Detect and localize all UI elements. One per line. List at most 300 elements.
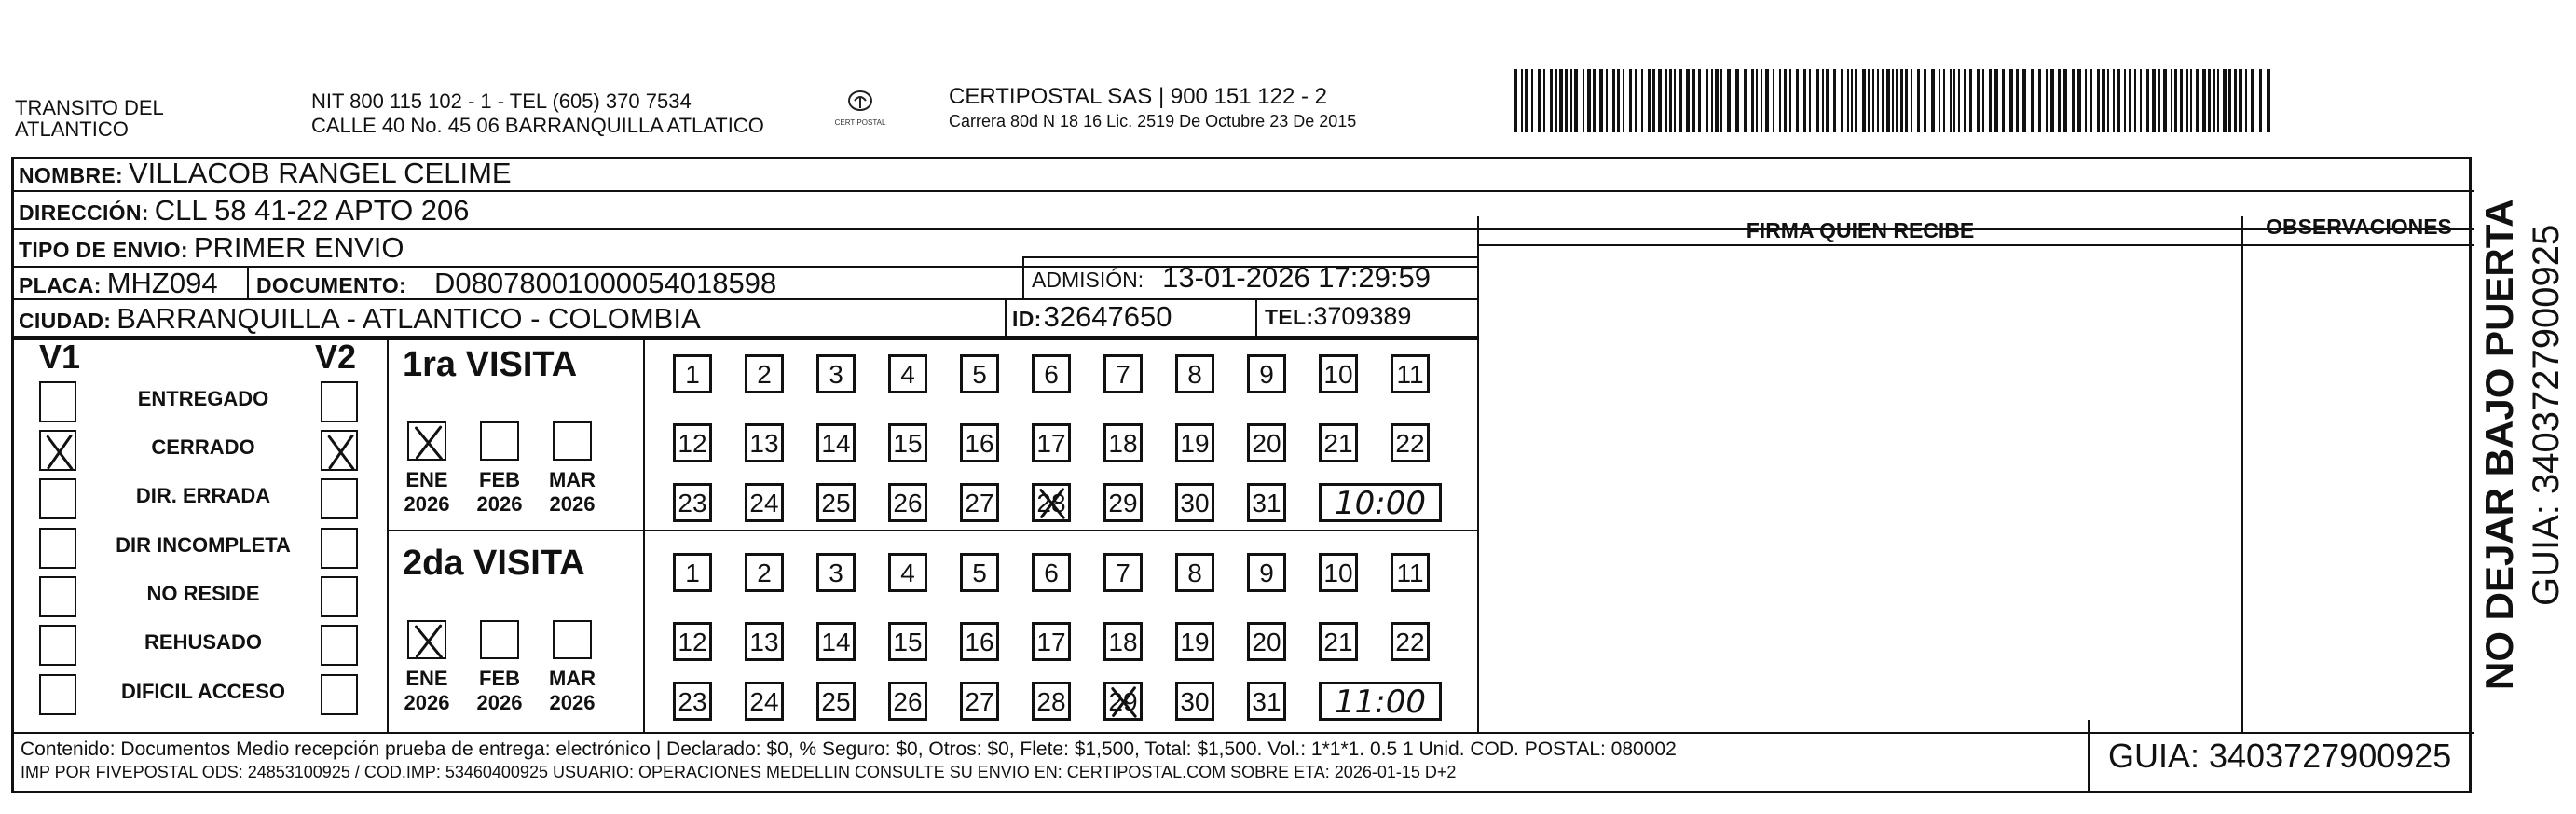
barcode-bar — [2058, 69, 2061, 132]
observaciones-header: OBSERVACIONES — [2266, 214, 2452, 239]
barcode-bar — [1765, 69, 1769, 132]
day-box[interactable]: 11 — [1391, 553, 1430, 592]
divider — [2088, 720, 2090, 793]
barcode-bar — [1789, 69, 1791, 132]
tipo-envio-value: PRIMER ENVIO — [193, 231, 404, 264]
barcode-bar — [2259, 69, 2262, 132]
barcode-bar — [1982, 69, 1984, 132]
barcode — [1514, 69, 2274, 132]
day-box[interactable]: 7 — [1103, 354, 1143, 393]
barcode-bar — [1761, 69, 1762, 132]
barcode-bar — [1964, 69, 1966, 132]
v2-checkbox[interactable] — [321, 478, 358, 519]
divider — [11, 336, 1477, 338]
entity-name-line1: TRANSITO DEL — [15, 96, 164, 119]
divider — [1477, 216, 1479, 732]
barcode-bar — [2202, 69, 2206, 132]
barcode-bar — [1855, 69, 1857, 132]
barcode-bar — [1574, 69, 1578, 132]
day-box[interactable]: 14 — [816, 423, 856, 462]
v1-checkbox[interactable] — [39, 381, 76, 422]
barcode-bar — [1939, 69, 1940, 132]
barcode-bar — [1803, 69, 1806, 132]
barcode-bar — [2117, 69, 2120, 132]
day-box[interactable]: 25 — [816, 682, 856, 721]
ciudad-label: CIUDAD: — [19, 309, 112, 333]
barcode-bar — [1872, 69, 1874, 132]
v2-checkbox[interactable] — [321, 528, 358, 569]
day-box[interactable]: 6 — [1032, 354, 1071, 393]
footer-imp: IMP POR FIVEPOSTAL ODS: 24853100925 / COD.IMP: 53460400925 USUARIO: OPERACIONES MEDELLIN CONSULTE SU ENVIO EN: CERTIPOSTAL.COM SOBRE ETA: 2026-01-15 D+2 — [21, 763, 1457, 781]
barcode-bar — [1943, 69, 1945, 132]
day-box[interactable]: 13 — [745, 622, 784, 661]
barcode-bar — [1648, 69, 1651, 132]
day-box[interactable]: 31 — [1247, 682, 1286, 721]
barcode-bar — [1612, 69, 1615, 132]
barcode-bar — [1525, 69, 1528, 132]
day-box[interactable]: 18 — [1103, 423, 1143, 462]
barcode-bar — [2038, 69, 2041, 132]
direccion-value: CLL 58 41-22 APTO 206 — [154, 194, 470, 227]
footer-contenido: Contenido: Documentos Medio recepción prueba de entrega: electrónico | Declarado: $0, % Seguro: $0, Otros: $0, Flete: $1,500, Total: $1,500. Vol.: 1*1*1. 0.5 1 Unid. COD. POSTAL: 080002 — [21, 738, 1677, 760]
barcode-bar — [1756, 69, 1758, 132]
v1-checkbox[interactable] — [39, 478, 76, 519]
barcode-bar — [1531, 69, 1533, 132]
footer-guia: GUIA: 3403727900925 — [2108, 737, 2452, 775]
license-line: Carrera 80d N 18 16 Lic. 2519 De Octubre 23 De 2015 — [949, 112, 1357, 131]
barcode-bar — [2234, 69, 2237, 132]
day-box[interactable]: 14 — [816, 622, 856, 661]
barcode-bar — [1841, 69, 1843, 132]
month-year: 2026 — [549, 691, 596, 714]
day-box[interactable]: 16 — [960, 423, 999, 462]
barcode-bar — [1617, 69, 1620, 132]
day-box[interactable]: 2 — [745, 553, 784, 592]
v2-checkbox[interactable] — [321, 576, 358, 617]
barcode-bar — [1931, 69, 1935, 132]
day-box[interactable]: 10 — [1319, 354, 1358, 393]
barcode-bar — [1744, 69, 1747, 132]
month-checkbox[interactable] — [480, 620, 519, 659]
month-label — [467, 468, 532, 517]
month-name: ENE — [405, 468, 448, 491]
direccion-row — [19, 194, 470, 228]
barcode-bar — [1779, 69, 1781, 132]
barcode-bar — [1587, 69, 1591, 132]
barcode-bar — [2022, 69, 2026, 132]
barcode-bar — [1751, 69, 1754, 132]
barcode-bar — [2158, 69, 2160, 132]
barcode-bar — [1674, 69, 1676, 132]
tel-label: TEL: — [1265, 305, 1314, 329]
barcode-bar — [1583, 69, 1584, 132]
nit-line: NIT 800 115 102 - 1 - TEL (605) 370 7534 — [311, 90, 692, 113]
tipo-envio-label: TIPO DE ENVIO: — [19, 238, 188, 262]
day-box[interactable]: 23 — [673, 682, 712, 721]
day-box[interactable]: 20 — [1247, 622, 1286, 661]
barcode-bar — [2251, 69, 2254, 132]
month-checkbox[interactable] — [553, 620, 592, 659]
divider — [247, 266, 249, 298]
placa-row — [19, 267, 218, 300]
v2-checkbox[interactable] — [321, 381, 358, 422]
barcode-bar — [2152, 69, 2156, 132]
day-box[interactable]: 29 — [1103, 483, 1143, 522]
barcode-bar — [1851, 69, 1853, 132]
day-box[interactable]: 19 — [1175, 622, 1214, 661]
barcode-bar — [1727, 69, 1731, 132]
month-year: 2026 — [476, 691, 523, 714]
barcode-bar — [2031, 69, 2034, 132]
day-box[interactable]: 6 — [1032, 553, 1071, 592]
barcode-bar — [1706, 69, 1708, 132]
barcode-bar — [1809, 69, 1811, 132]
barcode-bar — [2180, 69, 2183, 132]
barcode-bar — [2102, 69, 2105, 132]
status-label: DIR. ERRADA — [135, 484, 271, 507]
svg-text:CERTIPOSTAL: CERTIPOSTAL — [834, 118, 886, 127]
barcode-bar — [1514, 69, 1517, 132]
barcode-bar — [1917, 69, 1920, 132]
divider — [1022, 256, 1477, 258]
barcode-bar — [1950, 69, 1952, 132]
barcode-bar — [1868, 69, 1870, 132]
barcode-bar — [1686, 69, 1690, 132]
barcode-bar — [2134, 69, 2136, 132]
v2-checkbox[interactable] — [321, 430, 358, 471]
v2-header: V2 — [315, 338, 357, 376]
barcode-bar — [1892, 69, 1894, 132]
day-box[interactable]: 25 — [816, 483, 856, 522]
day-box[interactable]: 3 — [816, 553, 856, 592]
barcode-bar — [2002, 69, 2005, 132]
barcode-bar — [2072, 69, 2075, 132]
day-box[interactable]: 26 — [888, 483, 927, 522]
barcode-bar — [2190, 69, 2192, 132]
month-checkbox[interactable] — [407, 620, 446, 659]
barcode-bar — [2129, 69, 2131, 132]
barcode-bar — [1692, 69, 1695, 132]
day-box[interactable]: 3 — [816, 354, 856, 393]
barcode-bar — [1669, 69, 1672, 132]
barcode-bar — [1521, 69, 1523, 132]
barcode-bar — [1862, 69, 1866, 132]
day-box[interactable]: 22 — [1391, 622, 1430, 661]
barcode-bar — [1658, 69, 1662, 132]
barcode-bar — [2046, 69, 2048, 132]
barcode-bar — [1847, 69, 1849, 132]
day-box[interactable]: 12 — [673, 423, 712, 462]
day-box[interactable]: 4 — [888, 553, 927, 592]
day-box[interactable]: 21 — [1319, 622, 1358, 661]
no-dejar-warning: NO DEJAR BAJO PUERTA — [2477, 199, 2521, 690]
day-box[interactable]: 19 — [1175, 423, 1214, 462]
barcode-bar — [2063, 69, 2067, 132]
time-box[interactable]: 11:00 — [1319, 682, 1442, 721]
certipostal-logo — [832, 88, 888, 136]
divider — [1477, 244, 2474, 246]
barcode-bar — [1886, 69, 1890, 132]
barcode-bar — [1698, 69, 1701, 132]
month-name: MAR — [548, 667, 596, 690]
day-box[interactable]: 24 — [745, 682, 784, 721]
day-box[interactable]: 16 — [960, 622, 999, 661]
divider — [1005, 298, 1007, 336]
barcode-bar — [1924, 69, 1926, 132]
id-row — [1012, 300, 1172, 334]
day-box[interactable]: 5 — [960, 354, 999, 393]
day-box[interactable]: 9 — [1247, 354, 1286, 393]
month-label — [540, 468, 605, 517]
day-box[interactable]: 27 — [960, 483, 999, 522]
v1-checkbox[interactable] — [39, 576, 76, 617]
tel-row — [1265, 302, 1411, 331]
status-label: DIR INCOMPLETA — [116, 533, 291, 557]
day-box[interactable]: 26 — [888, 682, 927, 721]
day-box[interactable]: 2 — [745, 354, 784, 393]
nombre-row — [19, 157, 512, 190]
tel-value: 3709389 — [1313, 302, 1412, 330]
tipo-envio-row — [19, 231, 404, 265]
visit1-title: 1ra VISITA — [403, 345, 578, 384]
barcode-bar — [1877, 69, 1879, 132]
day-box[interactable]: 23 — [673, 483, 712, 522]
barcode-bar — [1715, 69, 1719, 132]
day-box[interactable]: 30 — [1175, 483, 1214, 522]
barcode-bar — [2124, 69, 2126, 132]
divider — [11, 732, 2474, 734]
day-box[interactable]: 22 — [1391, 423, 1430, 462]
day-box[interactable]: 4 — [888, 354, 927, 393]
address-line: CALLE 40 No. 45 06 BARRANQUILLA ATLATICO — [311, 114, 764, 137]
nombre-value: VILLACOB RANGEL CELIME — [128, 157, 512, 189]
firma-header: FIRMA QUIEN RECIBE — [1746, 218, 1975, 242]
time-box[interactable]: 10:00 — [1319, 483, 1442, 522]
barcode-bar — [1635, 69, 1637, 132]
nombre-label: NOMBRE: — [19, 163, 123, 187]
placa-label: PLACA: — [19, 273, 102, 297]
day-box[interactable]: 9 — [1247, 553, 1286, 592]
day-box[interactable]: 15 — [888, 423, 927, 462]
admision-label: ADMISIÓN: — [1032, 268, 1144, 292]
documento-value: D08078001000054018598 — [434, 267, 777, 299]
barcode-bar — [1773, 69, 1774, 132]
barcode-bar — [1665, 69, 1667, 132]
barcode-bar — [1559, 69, 1563, 132]
barcode-bar — [2146, 69, 2149, 132]
documento-label: DOCUMENTO: — [256, 273, 407, 297]
ciudad-value: BARRANQUILLA - ATLANTICO - COLOMBIA — [116, 302, 701, 335]
v1-checkbox[interactable] — [39, 430, 76, 471]
day-box[interactable]: 20 — [1247, 423, 1286, 462]
barcode-bar — [2107, 69, 2109, 132]
divider — [1255, 298, 1257, 336]
day-box[interactable]: 18 — [1103, 622, 1143, 661]
status-label: ENTREGADO — [137, 387, 269, 410]
barcode-bar — [1555, 69, 1557, 132]
barcode-bar — [2196, 69, 2199, 132]
barcode-bar — [1538, 69, 1541, 132]
day-box[interactable]: 11 — [1391, 354, 1430, 393]
day-box[interactable]: 17 — [1032, 423, 1071, 462]
barcode-bar — [2090, 69, 2092, 132]
barcode-bar — [2050, 69, 2054, 132]
month-label — [467, 667, 532, 715]
barcode-bar — [1833, 69, 1836, 132]
barcode-bar — [1969, 69, 1972, 132]
divider — [387, 530, 1477, 531]
day-box[interactable]: 28 — [1032, 682, 1071, 721]
barcode-bar — [2239, 69, 2242, 132]
barcode-bar — [1570, 69, 1572, 132]
admision-value: 13-01-2026 17:29:59 — [1162, 261, 1431, 294]
barcode-bar — [2223, 69, 2227, 132]
barcode-bar — [2077, 69, 2081, 132]
documento-row — [256, 267, 776, 300]
barcode-bar — [1977, 69, 1980, 132]
barcode-bar — [1822, 69, 1824, 132]
v1-checkbox[interactable] — [39, 528, 76, 569]
month-name: FEB — [479, 468, 520, 491]
side-guia: GUIA: 3403727900925 — [2526, 224, 2567, 606]
day-box[interactable]: 24 — [745, 483, 784, 522]
barcode-bar — [1629, 69, 1632, 132]
barcode-bar — [1911, 69, 1912, 132]
barcode-bar — [1606, 69, 1608, 132]
month-name: FEB — [479, 667, 520, 690]
day-box[interactable]: 15 — [888, 622, 927, 661]
ciudad-row — [19, 302, 701, 336]
entity-name-line2: ATLANTICO — [15, 117, 129, 141]
barcode-bar — [1543, 69, 1545, 132]
divider — [643, 338, 645, 732]
status-label: CERRADO — [151, 435, 255, 459]
day-box[interactable]: 21 — [1319, 423, 1358, 462]
day-box[interactable]: 1 — [673, 354, 712, 393]
barcode-bar — [2208, 69, 2211, 132]
barcode-bar — [1784, 69, 1787, 132]
placa-value: MHZ094 — [106, 267, 218, 299]
barcode-bar — [1796, 69, 1799, 132]
barcode-bar — [2174, 69, 2177, 132]
day-box[interactable]: 17 — [1032, 622, 1071, 661]
barcode-bar — [1989, 69, 1992, 132]
v2-checkbox[interactable] — [321, 674, 358, 715]
id-value: 32647650 — [1043, 300, 1172, 333]
day-number: 28 — [1036, 489, 1066, 517]
v1-checkbox[interactable] — [39, 625, 76, 666]
month-label — [394, 667, 459, 715]
barcode-bar — [1900, 69, 1903, 132]
v1-header: V1 — [39, 338, 81, 376]
v2-checkbox[interactable] — [321, 625, 358, 666]
barcode-bar — [2213, 69, 2215, 132]
barcode-bar — [1720, 69, 1722, 132]
month-label — [394, 468, 459, 517]
barcode-bar — [2097, 69, 2100, 132]
visit2-title: 2da VISITA — [403, 544, 585, 583]
day-box[interactable]: 31 — [1247, 483, 1286, 522]
barcode-bar — [1565, 69, 1568, 132]
day-box[interactable]: 1 — [673, 553, 712, 592]
v1-checkbox[interactable] — [39, 674, 76, 715]
day-box[interactable]: 30 — [1175, 682, 1214, 721]
barcode-bar — [1641, 69, 1643, 132]
month-name: ENE — [405, 667, 448, 690]
barcode-bar — [2217, 69, 2219, 132]
divider — [2241, 216, 2243, 732]
barcode-bar — [2009, 69, 2013, 132]
barcode-bar — [2113, 69, 2115, 132]
day-box[interactable] — [1032, 483, 1071, 522]
barcode-bar — [2228, 69, 2231, 132]
month-year: 2026 — [404, 492, 450, 516]
status-label: REHUSADO — [144, 630, 262, 654]
barcode-bar — [2186, 69, 2188, 132]
barcode-bar — [2016, 69, 2019, 132]
barcode-bar — [1994, 69, 1998, 132]
divider — [387, 338, 389, 732]
day-box[interactable]: 8 — [1175, 553, 1214, 592]
barcode-bar — [1958, 69, 1960, 132]
barcode-bar — [1679, 69, 1682, 132]
barcode-bar — [2171, 69, 2172, 132]
barcode-bar — [2140, 69, 2142, 132]
day-box[interactable]: 7 — [1103, 553, 1143, 592]
status-label: NO RESIDE — [146, 582, 260, 605]
barcode-bar — [1711, 69, 1713, 132]
day-box[interactable] — [1103, 682, 1143, 721]
month-year: 2026 — [549, 492, 596, 516]
barcode-bar — [1599, 69, 1603, 132]
barcode-bar — [2245, 69, 2247, 132]
status-label: DIFICIL ACCESO — [120, 680, 285, 703]
month-checkbox[interactable] — [553, 421, 592, 461]
barcode-bar — [1735, 69, 1739, 132]
barcode-bar — [2085, 69, 2087, 132]
direccion-label: DIRECCIÓN: — [19, 200, 149, 225]
barcode-bar — [1953, 69, 1955, 132]
day-box[interactable]: 27 — [960, 682, 999, 721]
id-label: ID: — [1012, 307, 1042, 331]
day-box[interactable]: 8 — [1175, 354, 1214, 393]
admision-row — [1032, 261, 1431, 295]
barcode-bar — [1652, 69, 1655, 132]
barcode-bar — [1882, 69, 1884, 132]
month-checkbox[interactable] — [480, 421, 519, 461]
day-number: 29 — [1108, 687, 1138, 716]
month-name: MAR — [548, 468, 596, 491]
barcode-bar — [1816, 69, 1819, 132]
day-box[interactable]: 5 — [960, 553, 999, 592]
day-box[interactable]: 13 — [745, 423, 784, 462]
month-year: 2026 — [404, 691, 450, 714]
month-label — [540, 667, 605, 715]
month-checkbox[interactable] — [407, 421, 446, 461]
divider — [1022, 256, 1024, 298]
barcode-bar — [2267, 69, 2270, 132]
month-year: 2026 — [476, 492, 523, 516]
day-box[interactable]: 10 — [1319, 553, 1358, 592]
barcode-bar — [1905, 69, 1908, 132]
barcode-bar — [1896, 69, 1898, 132]
barcode-bar — [1623, 69, 1624, 132]
company-line: CERTIPOSTAL SAS | 900 151 122 - 2 — [949, 84, 1327, 109]
barcode-bar — [1550, 69, 1553, 132]
day-box[interactable]: 12 — [673, 622, 712, 661]
divider — [11, 338, 1477, 340]
barcode-bar — [1593, 69, 1596, 132]
